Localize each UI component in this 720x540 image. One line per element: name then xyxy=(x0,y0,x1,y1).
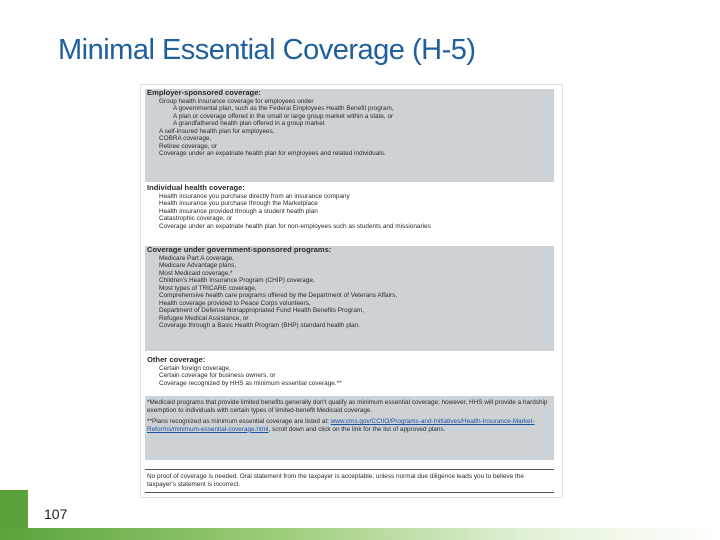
notes-section xyxy=(145,396,554,460)
other-line: Certain coverage for business owners, or xyxy=(159,372,276,380)
government-section xyxy=(145,246,554,351)
employer-line: COBRA coverage, xyxy=(159,135,212,143)
employer-line: A self-insured health plan for employees, xyxy=(159,127,275,135)
plans-note xyxy=(145,414,554,433)
plans-note-prefix: **Plans recognized as minimum essential coverage are listed at: xyxy=(147,418,331,426)
other-line: Certain foreign coverage, xyxy=(159,364,231,372)
plans-link[interactable]: www.cms.gov/CCIIO/Programs-and-Initiatives/Health-Insurance-Market-Reforms/minimum-essential-coverage.html xyxy=(147,418,535,433)
individual-heading: Individual health coverage: xyxy=(147,183,245,192)
government-line: Refugee Medical Assistance, or xyxy=(159,314,249,322)
proof-section xyxy=(145,469,554,493)
proof-note: No proof of coverage is needed. Oral statement from the taxpayer is acceptable, unless normal due diligence leads you to believe the taxpayer's statement is incorrect. xyxy=(147,473,524,488)
employer-line: A grandfathered health plan offered in a group market xyxy=(173,120,325,128)
government-line: Medicare Advantage plans, xyxy=(159,262,237,270)
individual-line: Coverage under an expatriate health plan for non-employees such as students and missionaries xyxy=(159,222,431,230)
page-number: 107 xyxy=(44,506,68,522)
employer-line: A plan or coverage offered in the small or large group market within a state, or xyxy=(173,112,394,120)
government-heading: Coverage under government-sponsored programs: xyxy=(147,245,332,254)
individual-line: Health insurance provided through a student health plan xyxy=(159,207,318,215)
other-heading: Other coverage: xyxy=(147,355,206,364)
employer-heading: Employer-sponsored coverage: xyxy=(147,88,261,97)
government-lines xyxy=(145,255,554,330)
employer-section xyxy=(145,89,554,182)
accent-bar-bottom xyxy=(0,528,720,540)
employer-line: Coverage under an expatriate health plan for employees and related individuals. xyxy=(159,150,386,158)
government-line: Children's Health Insurance Program (CHIP) coverage, xyxy=(159,277,315,285)
plans-note-suffix: , scroll down and click on the link for the list of approved plans. xyxy=(268,425,446,433)
government-line: Most Medicaid coverage,* xyxy=(159,269,233,277)
individual-line: Health insurance you purchase directly from an insurance company xyxy=(159,192,350,200)
individual-line: Catastrophic coverage, or xyxy=(159,215,233,223)
government-line: Health coverage provided to Peace Corps volunteers, xyxy=(159,299,311,307)
government-line: Comprehensive health care programs offered by the Department of Veterans Affairs, xyxy=(159,292,398,300)
medicaid-note: *Medicaid programs that provide limited benefits generally don't qualify as minimum essential coverage; however, HHS will provide a hardship exemption to individuals with certain types of limited-benefit Medicaid coverage. xyxy=(147,399,548,414)
government-line: Department of Defense Nonappropriated Fund Health Benefits Program, xyxy=(159,307,364,315)
employer-line: Group health insurance coverage for employees under xyxy=(159,97,314,105)
individual-line: Health insurance you purchase through the Marketplace xyxy=(159,200,318,208)
individual-section xyxy=(145,184,554,239)
employer-line: Retiree coverage, or xyxy=(159,142,217,150)
government-line: Coverage through a Basic Health Program (BHP) standard health plan. xyxy=(159,322,361,330)
employer-lines xyxy=(145,98,554,158)
government-line: Most types of TRICARE coverage, xyxy=(159,284,257,292)
other-section xyxy=(145,356,554,392)
coverage-document xyxy=(140,84,563,498)
other-line: Coverage recognized by HHS as minimum essential coverage.** xyxy=(159,379,342,387)
government-line: Medicare Part A coverage, xyxy=(159,254,234,262)
slide-title: Minimal Essential Coverage (H-5) xyxy=(58,34,476,66)
employer-line: A governmental plan, such as the Federal Employees Health Benefit program, xyxy=(173,105,394,113)
individual-lines xyxy=(145,193,554,231)
other-lines xyxy=(145,365,554,388)
